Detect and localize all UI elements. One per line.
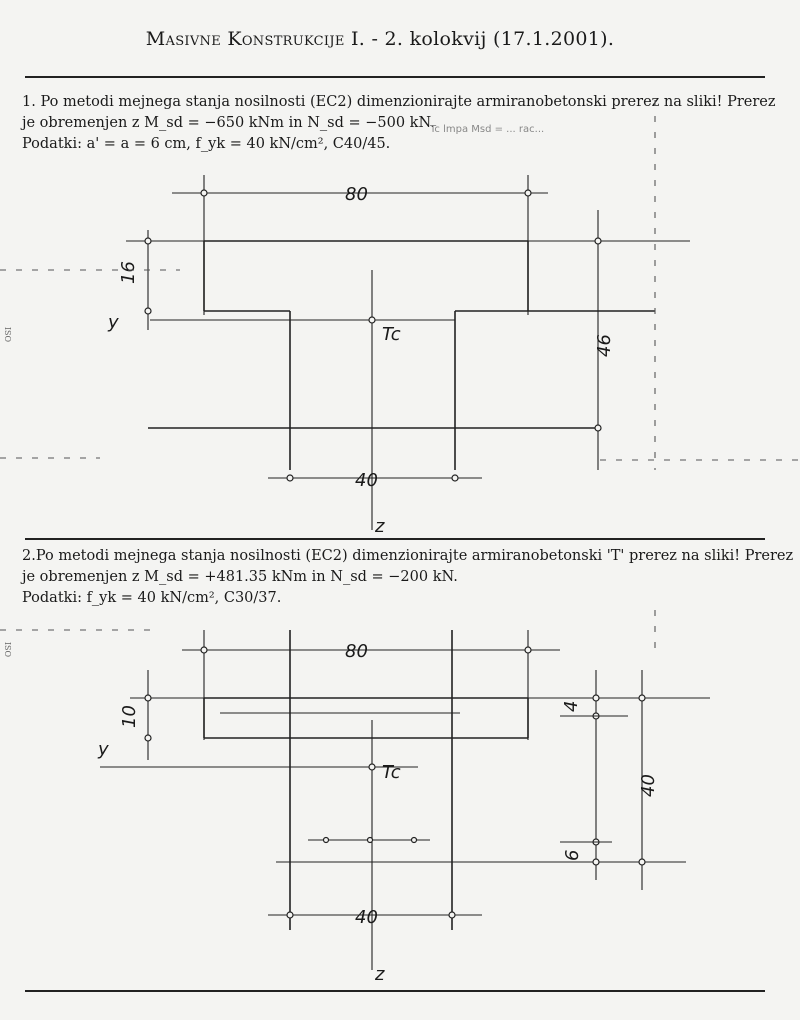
node bbox=[145, 308, 151, 314]
task-2-text bbox=[22, 546, 794, 609]
label-z: z bbox=[375, 964, 385, 985]
task-1-line-1: 1. Po metodi mejnega stanja nosilnosti (EC2) dimenzionirajte armiranobetonski prerez na sliki! Prerez bbox=[22, 94, 776, 110]
dim-flange-label: 16 bbox=[118, 261, 139, 284]
node bbox=[525, 647, 531, 653]
dim-height-label: 40 bbox=[638, 774, 659, 797]
label-y: y bbox=[108, 312, 119, 333]
task-2-line-2: je obremenjen z M_sd = +481.35 kNm in N_sd = −200 kN. bbox=[22, 569, 458, 585]
title-sub: - 2. kolokvij (17.1.2001). bbox=[371, 28, 615, 50]
rebar bbox=[412, 838, 417, 843]
node bbox=[593, 859, 599, 865]
dim-flange-label: 10 bbox=[119, 705, 140, 728]
node bbox=[595, 425, 601, 431]
node bbox=[201, 190, 207, 196]
dim-a-bottom-label: 6 bbox=[562, 849, 583, 861]
rebar bbox=[368, 838, 373, 843]
label-tc: Tc bbox=[382, 762, 401, 783]
dim-web-label: 40 bbox=[355, 470, 378, 491]
section-rule-2 bbox=[25, 990, 765, 992]
node bbox=[145, 695, 151, 701]
node bbox=[369, 317, 375, 323]
node bbox=[201, 647, 207, 653]
task-1-line-3: Podatki: a' = a = 6 cm, f_yk = 40 kN/cm², C40/45. bbox=[22, 136, 391, 152]
node bbox=[595, 238, 601, 244]
dim-a-top-label: 4 bbox=[561, 700, 582, 712]
figure-2-t-section bbox=[0, 610, 800, 990]
node bbox=[639, 859, 645, 865]
node bbox=[287, 475, 293, 481]
margin-mark: ISO bbox=[3, 326, 13, 343]
task-2-line-3: Podatki: f_yk = 40 kN/cm², C30/37. bbox=[22, 590, 282, 606]
label-z: z bbox=[375, 516, 385, 537]
node bbox=[452, 475, 458, 481]
dim-top-label: 80 bbox=[345, 641, 368, 662]
node bbox=[287, 912, 293, 918]
rebar bbox=[324, 838, 329, 843]
node bbox=[145, 735, 151, 741]
title-main: Masivne Konstrukcije I. bbox=[145, 28, 366, 50]
dim-web-label: 40 bbox=[355, 907, 378, 928]
task-1-text bbox=[22, 92, 776, 155]
node bbox=[449, 912, 455, 918]
faint-note: Tc lmpa Msd = ... rac... bbox=[430, 124, 545, 135]
label-y: y bbox=[98, 739, 109, 760]
page-title bbox=[0, 28, 760, 50]
node bbox=[369, 764, 375, 770]
node bbox=[145, 238, 151, 244]
task-1-line-2: je obremenjen z M_sd = −650 kNm in N_sd = −500 kN. bbox=[22, 115, 435, 131]
node bbox=[525, 190, 531, 196]
task-2-line-1: 2.Po metodi mejnega stanja nosilnosti (EC2) dimenzionirajte armiranobetonski 'T' prerez na sliki! Prerez bbox=[22, 548, 794, 564]
header-rule bbox=[25, 76, 765, 78]
node bbox=[593, 695, 599, 701]
dim-height-label: 46 bbox=[594, 334, 615, 357]
node bbox=[639, 695, 645, 701]
label-tc: Tc bbox=[382, 324, 401, 345]
margin-mark: ISO bbox=[3, 641, 13, 658]
section-rule-1 bbox=[25, 538, 765, 540]
dim-top-label: 80 bbox=[345, 184, 368, 205]
